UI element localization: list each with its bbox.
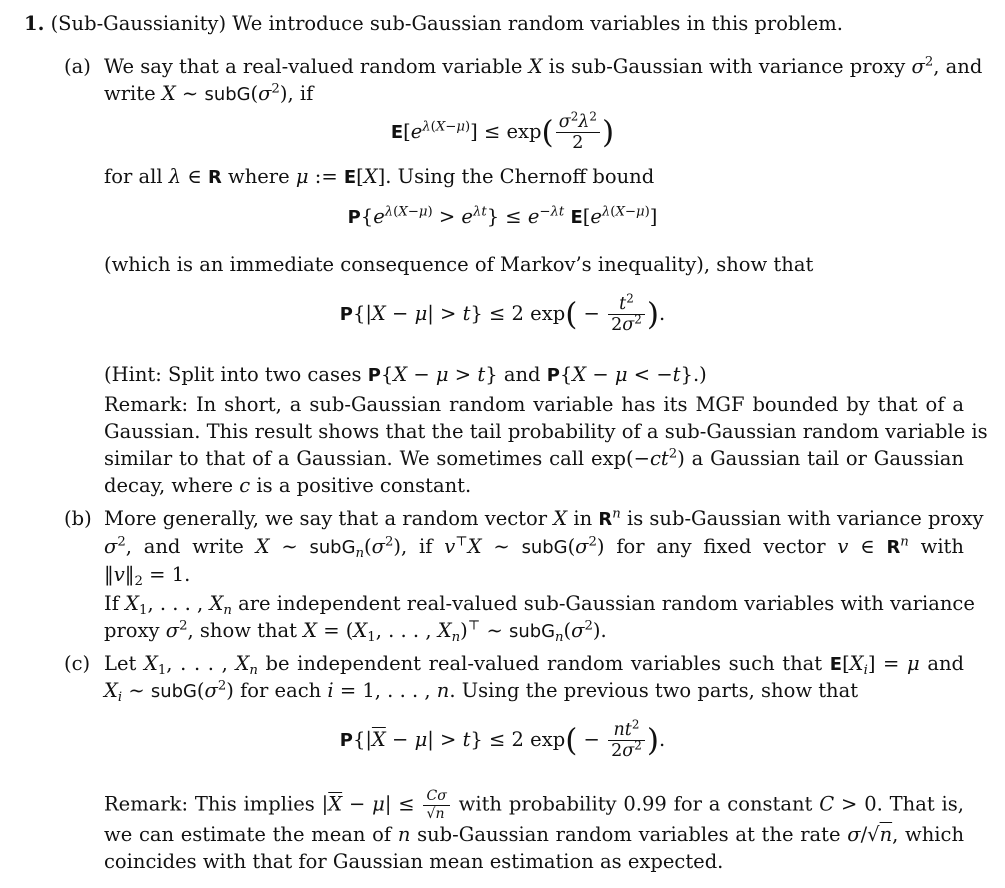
part-c-remark-line-3: coincides with that for Gaussian mean estimation as expected.	[104, 850, 724, 873]
part-c-line-1: Let $X_1$, . . . , $X_n$ be independent real-valued random variables such that $E[X_i] = \mu$ and	[104, 652, 965, 678]
part-c-line-2: $X_i$ ∼ $subG(\sigma^2)$ for each i = 1, . . . , n. Using the previous two parts, show that	[104, 678, 859, 705]
part-c-remark-line-2: we can estimate the mean of n sub-Gaussian random variables at the rate σ/√n, which	[104, 823, 964, 846]
problem-header	[24, 10, 843, 37]
part-b-label: (b)	[64, 507, 92, 530]
part-b-line-4: If $X_1$, . . . , $X_n$ are independent real-valued sub-Gaussian random variables with variance	[104, 592, 975, 618]
equation-chernoff: $P\{e^{\lambda(X-\mu)} > e^{\lambda t}\} \le e^{-\lambda t}$ $E[e^{\lambda(X-\mu)}]$	[347, 204, 658, 228]
problem-title: (Sub-Gaussianity) We introduce sub-Gaussian random variables in this problem.	[50, 12, 843, 35]
part-a-line-4: (which is an immediate consequence of Markov’s inequality), show that	[104, 253, 814, 276]
part-b-line-5: proxy $\sigma^2$, show that $X = (X_1$, . . . , $X_n)^⊤$ ∼ $subG_n(\sigma^2)$.	[104, 618, 607, 645]
part-a-remark-line-2: Gaussian. This result shows that the tail probability of a sub-Gaussian random variable is	[104, 420, 988, 443]
part-a-remark-line-4: decay, where c is a positive constant.	[104, 474, 472, 497]
equation-mean-tail-bound: $P\{|\overline{X} - \mu| > t\} \le 2$ exp( − $\frac{nt^2}{2\sigma^2}$ ).	[339, 717, 666, 761]
equation-tail-bound: P{|X − μ| > t} ≤ 2 exp( − $\frac{t^2}{2\sigma^2}$ ).	[339, 291, 666, 335]
part-a-label: (a)	[64, 55, 91, 78]
part-a-remark-line-1: Remark: In short, a sub-Gaussian random variable has its MGF bounded by that of a	[104, 393, 964, 416]
part-a-line-1: We say that a real-valued random variable X is sub-Gaussian with variance proxy $\sigma^2$, and	[104, 54, 983, 78]
part-c-remark-line-1: Remark: This implies $|\overline{X} - \mu|$ ≤ $\frac{C\sigma}{√n}$ with probability 0.99 for a constant C > 0. That is,	[104, 788, 964, 822]
part-a-hint: (Hint: Split into two cases P{X − μ > t} and P{X − μ < −t}.)	[104, 363, 707, 386]
part-a-line-2: write X ∼ $subG(\sigma^2)$, if	[104, 81, 314, 105]
part-b-line-2: $\sigma^2$, and write X ∼ $subG_n(\sigma^2)$, if v⊤X ∼ $subG(\sigma^2)$ for any fixed vector v ∈ $R^n$ with	[104, 534, 964, 561]
part-a-remark-line-3: similar to that of a Gaussian. We sometimes call $\exp(-ct^2)$ a Gaussian tail or Gaussian	[104, 446, 964, 470]
part-b-line-1: More generally, we say that a random vector X in $R^n$ is sub-Gaussian with variance proxy	[104, 506, 984, 530]
part-c-label: (c)	[64, 652, 91, 675]
equation-mgf-bound: $E[e^{\lambda(X-\mu)}] \le \exp$( $\frac{\sigma^2\lambda^2}{2}$ )	[390, 109, 615, 153]
problem-number: 1.	[24, 12, 45, 35]
part-b-line-3: $‖v‖_2 = 1$.	[104, 563, 191, 589]
part-a-line-3: for all λ ∈ R where μ := E[X]. Using the Chernoff bound	[104, 165, 655, 188]
